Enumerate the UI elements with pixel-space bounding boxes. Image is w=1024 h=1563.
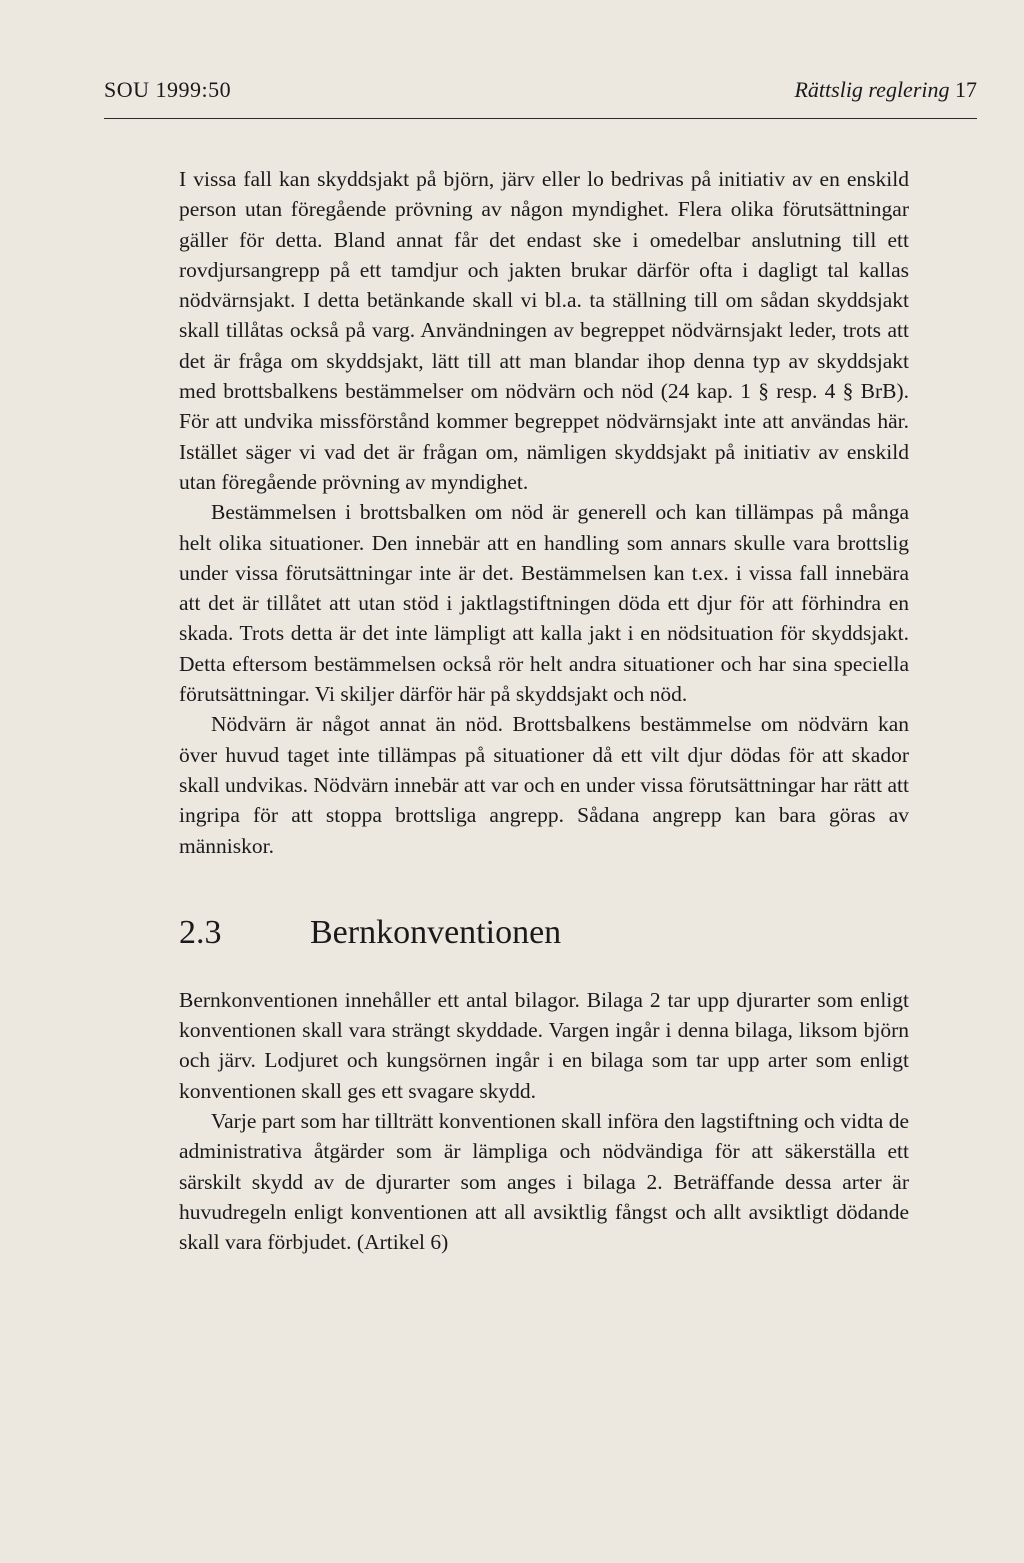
running-title	[794, 76, 977, 104]
paragraph: Nödvärn är något annat än nöd. Brottsbalkens bestämmelse om nödvärn kan över huvud taget inte tillämpas på situationer då ett vilt djur dödas för att skador skall undvikas. Nödvärn innebär att var och en under vissa förutsättningar har rätt att ingripa för att stoppa brottsliga angrepp. Sådana angrepp kan bara göras av människor.	[179, 712, 909, 858]
paragraph: Bernkonventionen innehåller ett antal bilagor. Bilaga 2 tar upp djurarter som enligt konventionen skall vara strängt skyddade. Vargen ingår i denna bilaga, liksom björn och järv. Lodjuret och kungsörnen ingår i en bilaga som tar upp arter som enligt konventionen skall ges ett svagare skydd.	[179, 987, 909, 1103]
section-heading	[179, 903, 909, 963]
document-reference: SOU 1999:50	[104, 77, 232, 102]
section-number: 2.3	[179, 913, 222, 951]
paragraph: Bestämmelsen i brottsbalken om nöd är generell och kan tillämpas på många helt olika situationer. Den innebär att en handling som annars skulle vara brottslig under vissa förutsättningar inte är det. Bestämmelsen kan t.ex. i vissa fall innebära att det är tillåtet att utan stöd i jaktlagstiftningen döda ett djur för att förhindra en skada. Trots detta är det inte lämpligt att kalla jakt i en nödsituation för skyddsjakt. Detta eftersom bestämmelsen också rör helt andra situationer och har sina speciella förutsättningar. Vi skiljer därför här på skyddsjakt och nöd.	[179, 500, 909, 707]
page-header	[104, 76, 977, 108]
paragraph: Varje part som har tillträtt konventionen skall införa den lagstiftning och vidta de administrativa åtgärder som är lämpliga och nödvändiga för att säkerställa ett särskilt skydd av de djurarter som anges i bilaga 2. Beträffande dessa arter är huvudregeln enligt konventionen att all avsiktlig fångst och allt avsiktligt dödande skall vara förbjudet. (Artikel 6)	[179, 1109, 909, 1255]
header-rule	[104, 118, 977, 119]
section-title: Bernkonventionen	[310, 913, 562, 951]
paragraph: I vissa fall kan skyddsjakt på björn, järv eller lo bedrivas på initiativ av en enskild person utan föregående prövning av någon myndighet. Flera olika förutsättningar gäller för detta. Bland annat får det endast ske i omedelbar anslutning till ett rovdjursangrepp på ett tamdjur och jakten brukar därför ofta i dagligt tal kallas nödvärnsjakt. I detta betänkande skall vi bl.a. ta ställning till om sådan skyddsjakt skall tillåtas också på varg. Användningen av begreppet nödvärnsjakt leder, trots att det är fråga om skyddsjakt, lätt till att man blandar ihop denna typ av skyddsjakt med brottsbalkens bestämmelser om nödvärn och nöd (24 kap. 1 § resp. 4 § BrB). För att undvika missförstånd kommer begreppet nödvärnsjakt inte att användas här. Istället säger vi vad det är frågan om, nämligen skyddsjakt på initiativ av enskild utan föregående prövning av myndighet.	[179, 167, 909, 494]
running-section-title: Rättslig reglering	[794, 77, 950, 102]
page-body	[179, 164, 909, 1258]
page-number: 17	[955, 77, 977, 102]
